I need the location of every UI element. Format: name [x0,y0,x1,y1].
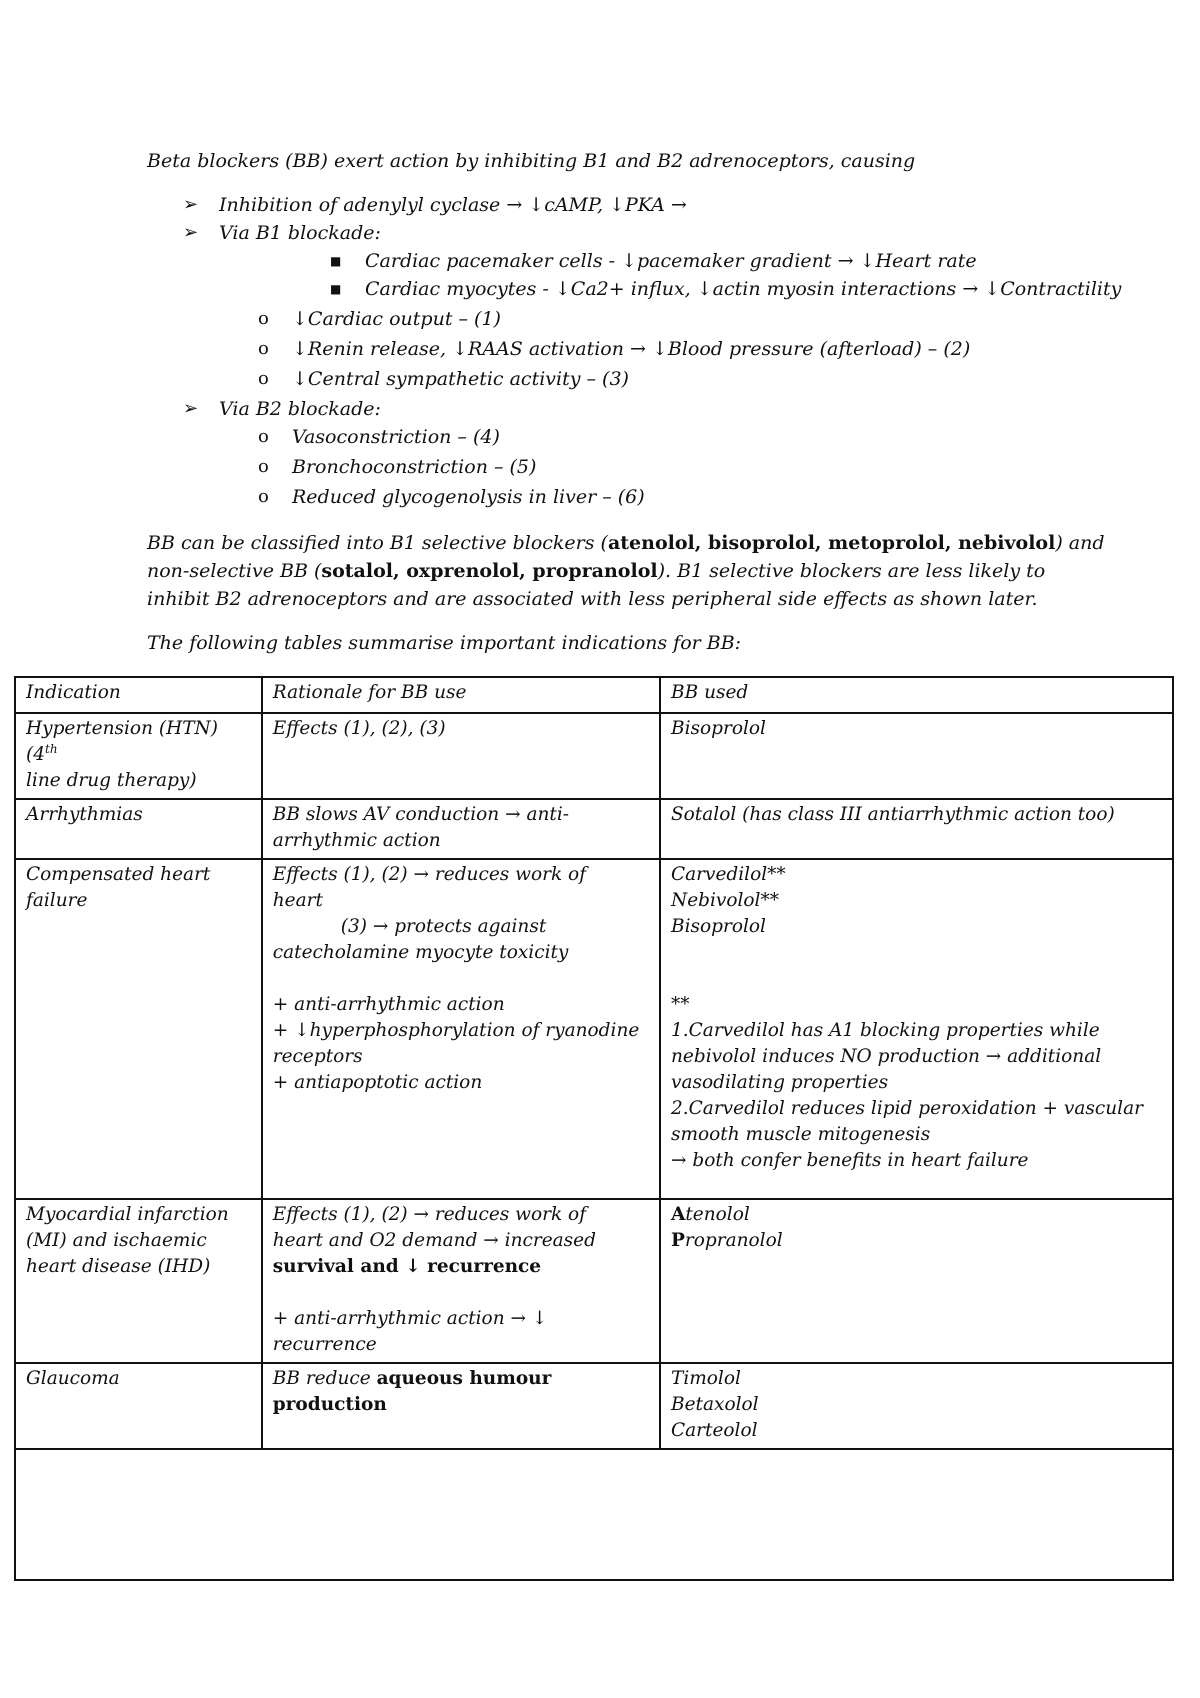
circle-bullet-icon: o [258,486,269,507]
cell-indication [15,1199,262,1363]
table-row-glaucoma [15,1363,1173,1449]
cell-text: receptors [272,1046,363,1067]
cell-text: survival and ↓ recurrence [272,1256,542,1277]
list-item: Via B2 blockade: [219,398,381,420]
cell-text: smooth muscle mitogenesis [671,1124,931,1145]
cell-text: Betaxolol [671,1394,759,1415]
cell-rationale [262,1363,660,1449]
cell-bb-used: Sotalol (has class III antiarrhythmic action too) [660,799,1173,859]
para-text: non-selective BB ( [147,560,322,582]
cell-text: heart disease (IHD) [26,1256,211,1277]
cell-text: Effects (1), (2) → reduces work of [272,1204,587,1225]
cell-rationale [262,799,660,859]
table-intro: The following tables summarise important indications for BB: [147,632,742,654]
cell-rationale [262,859,660,1199]
selective-drugs: atenolol, bisoprolol, metoprolol, nebivolol [607,532,1056,554]
list-item: Via B1 blockade: [219,222,381,244]
cell-text: A [671,1204,686,1225]
circle-bullet-icon: o [258,338,269,359]
cell-text: + ↓hyperphosphorylation of ryanodine [272,1020,640,1041]
cell-text: heart and O2 demand → increased [272,1230,596,1251]
cell-text: failure [26,890,88,911]
intro-text: Beta blockers (BB) exert action by inhibiting B1 and B2 adrenoceptors, causing [147,150,916,172]
circle-bullet-icon: o [258,308,269,329]
classification-paragraph-line: inhibit B2 adrenoceptors and are associated with less peripheral side effects as shown later. [147,588,1038,610]
cell-text: Carteolol [671,1420,758,1441]
header-bb-used: BB used [660,677,1173,713]
indications-table [14,676,1174,1581]
cell-text: Carvedilol** [671,864,786,885]
cell-text: BB slows AV conduction → anti- [272,804,570,825]
list-item: Reduced glycogenolysis in liver – (6) [292,486,645,508]
list-item: Cardiac myocytes - ↓Ca2+ influx, ↓actin myosin interactions → ↓Contractility [365,278,1122,300]
cell-text: line drug therapy) [26,770,197,791]
cell-text: + anti-arrhythmic action [272,994,505,1015]
circle-bullet-icon: o [258,426,269,447]
cell-text: P [671,1230,685,1251]
arrow-bullet-icon: ➢ [183,222,199,243]
para-text: ) and [1055,532,1105,554]
cell-text: Timolol [671,1368,741,1389]
table-header-row [15,677,1173,713]
table-row-htn [15,713,1173,799]
para-text: ). B1 selective blockers are less likely to [657,560,1046,582]
table-row-mi-ihd [15,1199,1173,1363]
list-item: Bronchoconstriction – (5) [292,456,537,478]
cell-text: ropranolol [684,1230,783,1251]
cell-text: vasodilating properties [671,1072,889,1093]
cell-rationale [262,1199,660,1363]
cell-indication [15,713,262,799]
nonselective-drugs: sotalol, oxprenolol, propranolol [321,560,658,582]
cell-text: arrhythmic action [272,830,441,851]
cell-text: production [272,1394,387,1415]
cell-text: nebivolol induces NO production → additional [671,1046,1102,1067]
superscript: th [45,741,58,756]
square-bullet-icon: ■ [330,282,342,296]
para-text: BB can be classified into B1 selective blockers ( [147,532,608,554]
table-row-empty [15,1449,1173,1580]
cell-text: 1.Carvedilol has A1 blocking properties while [671,1020,1100,1041]
cell-text: heart [272,890,323,911]
header-indication: Indication [15,677,262,713]
square-bullet-icon: ■ [330,254,342,268]
circle-bullet-icon: o [258,368,269,389]
arrow-bullet-icon: ➢ [183,398,199,419]
arrow-bullet-icon: ➢ [183,194,199,215]
cell-text: recurrence [272,1334,377,1355]
cell-bb-used [660,859,1173,1199]
list-item: Vasoconstriction – (4) [292,426,500,448]
cell-indication: Arrhythmias [15,799,262,859]
cell-text: → both confer benefits in heart failure [671,1150,1029,1171]
cell-text: Myocardial infarction [26,1204,229,1225]
cell-indication: Glaucoma [15,1363,262,1449]
cell-text: aqueous humour [376,1368,552,1389]
cell-rationale: Effects (1), (2), (3) [262,713,660,799]
cell-text: + anti-arrhythmic action → ↓ [272,1308,548,1329]
cell-bb-used [660,1199,1173,1363]
cell-text: Effects (1), (2) → reduces work of [272,864,587,885]
classification-paragraph-line [147,530,1105,556]
cell-text: Bisoprolol [671,916,766,937]
cell-text: (MI) and ischaemic [26,1230,207,1251]
list-item: Cardiac pacemaker cells - ↓pacemaker gradient → ↓Heart rate [365,250,977,272]
list-item: ↓Central sympathetic activity – (3) [292,368,629,390]
list-item: Inhibition of adenylyl cyclase → ↓cAMP, ↓PKA → [219,194,687,216]
table-row-heart-failure [15,859,1173,1199]
cell-text: Hypertension (HTN) (4 [26,718,218,765]
cell-text: Compensated heart [26,864,211,885]
cell-text: BB reduce [272,1368,377,1389]
classification-paragraph-line [147,558,1045,584]
cell-text: catecholamine myocyte toxicity [272,942,569,963]
cell-text: + antiapoptotic action [272,1072,483,1093]
list-item: ↓Renin release, ↓RAAS activation → ↓Blood pressure (afterload) – (2) [292,338,971,360]
cell-bb-used [660,1363,1173,1449]
table-row-arrhythmias [15,799,1173,859]
cell-text: Nebivolol** [671,890,779,911]
empty-cell [15,1449,1173,1580]
cell-bb-used: Bisoprolol [660,713,1173,799]
cell-text: 2.Carvedilol reduces lipid peroxidation + vascular [671,1098,1143,1119]
cell-text: ** [671,994,690,1015]
cell-text: (3) → protects against [340,916,547,937]
header-rationale: Rationale for BB use [262,677,660,713]
circle-bullet-icon: o [258,456,269,477]
list-item: ↓Cardiac output – (1) [292,308,501,330]
cell-text: tenolol [685,1204,750,1225]
cell-indication [15,859,262,1199]
